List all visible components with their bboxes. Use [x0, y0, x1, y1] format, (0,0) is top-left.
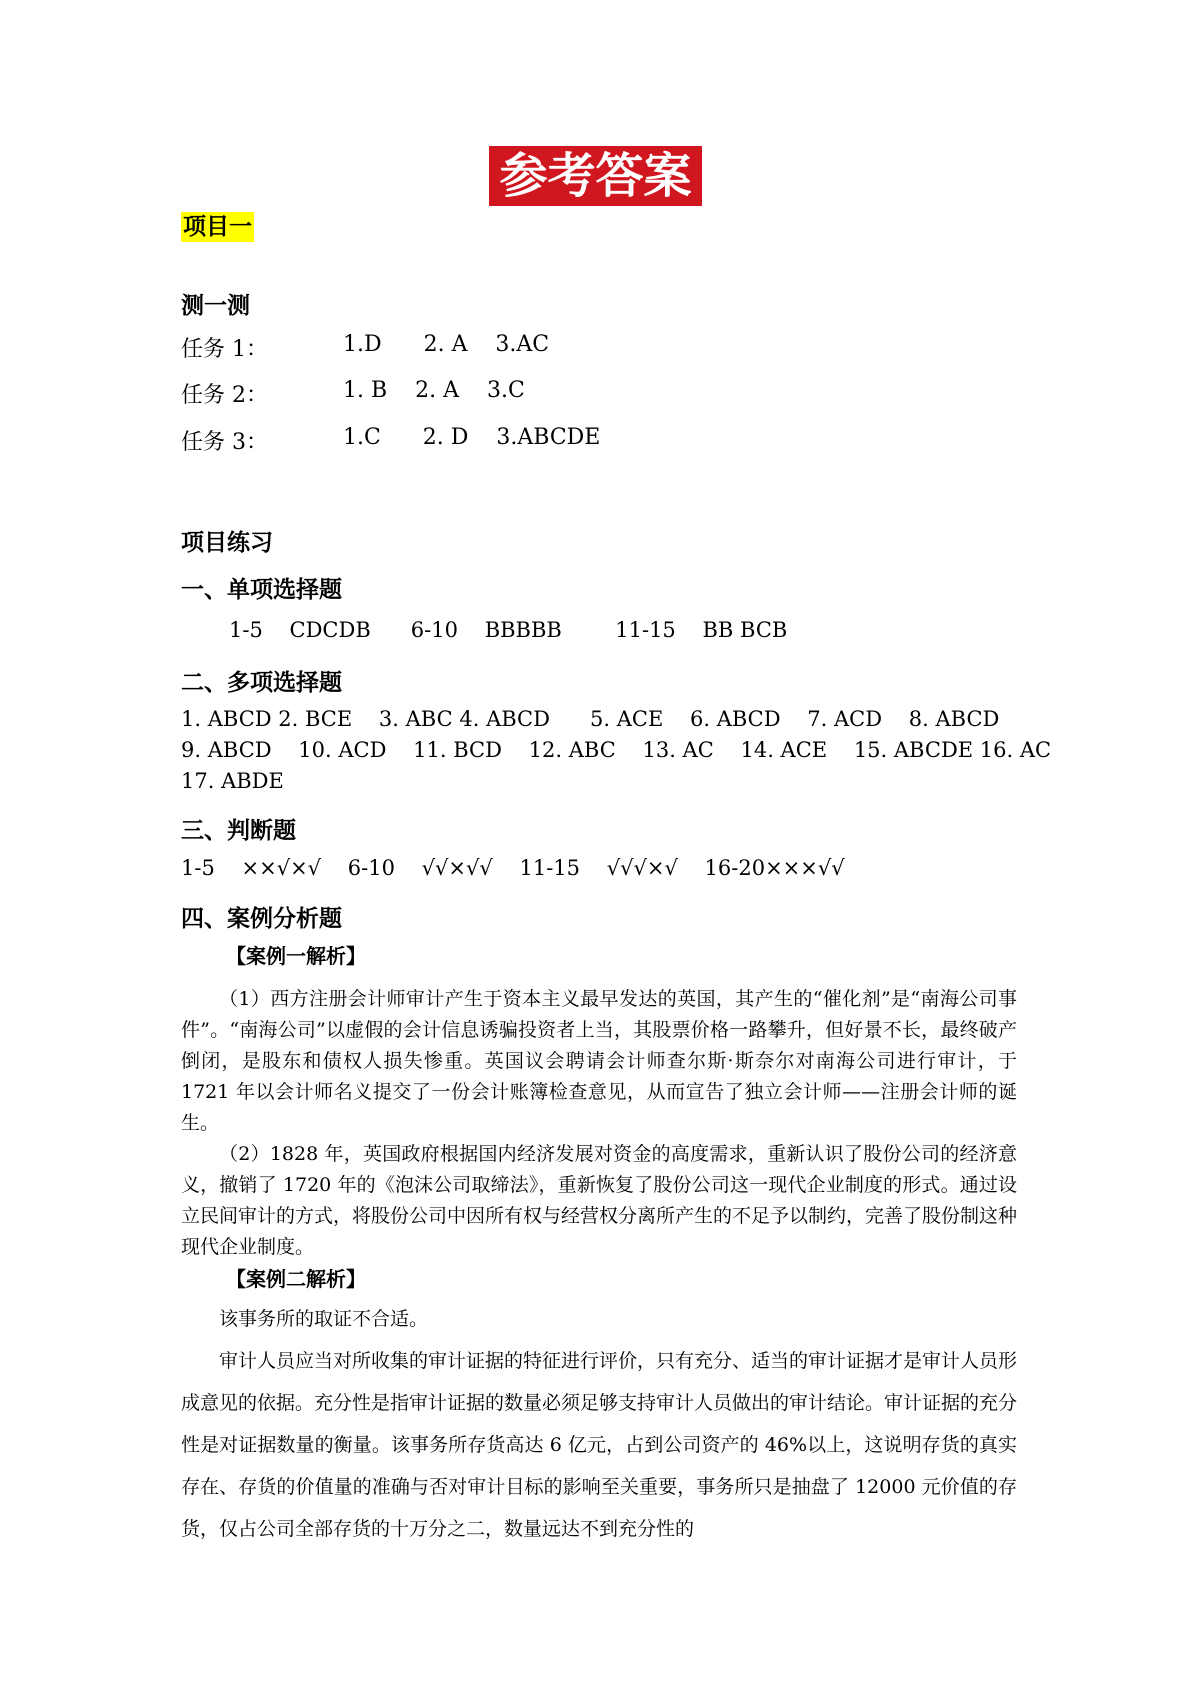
task-1-answers: 1.D 2. A 3.AC: [343, 332, 550, 357]
multi-choice-line-3: 17. ABDE: [181, 769, 284, 793]
task-1-label: 任务 1：: [181, 337, 268, 362]
task-2-label: 任务 2：: [181, 383, 268, 408]
multi-choice-line-1: 1. ABCD 2. BCE 3. ABC 4. ABCD 5. ACE 6. ABCD 7. ACD 8. ABCD: [181, 707, 1000, 731]
multi-choice-line-2: 9. ABCD 10. ACD 11. BCD 12. ABC 13. AC 14. ACE 15. ABCDE 16. AC: [181, 738, 1052, 762]
judge-heading: 三、判断题: [181, 817, 296, 844]
case-heading: 四、案例分析题: [181, 905, 342, 932]
case-2-paragraph: 审计人员应当对所收集的审计证据的特征进行评价，只有充分、适当的审计证据才是审计人员形成意见的依据。充分性是指审计证据的数量必须足够支持审计人员做出的审计结论。审计证据的充分性是对证据数量的衡量。该事务所存货高达 6 亿元，占到公司资产的 46%以上，这说明存货的真实存在、存货的价值量的准确与否对审计目标的影响至关重要，事务所只是抽盘了 12000 元价值的存货，仅占公司全部存货的十万分之二，数量远达不到充分性的: [181, 1350, 1018, 1540]
page-title: [0, 146, 1191, 206]
case-1-paragraph: （2）1828 年，英国政府根据国内经济发展对资金的高度需求，重新认识了股份公司的经济意义，撤销了 1720 年的《泡沫公司取缔法》，重新恢复了股份公司这一现代企业制度的形式。通过设立民间审计的方式，将股份公司中因所有权与经营权分离所产生的不足予以制约，完善了股份制这种现代企业制度。: [181, 1143, 1018, 1258]
page-title-text: 参考答案: [489, 146, 701, 206]
multi-choice-heading: 二、多项选择题: [181, 669, 342, 696]
project-heading: 项目一: [183, 213, 252, 240]
test-heading: 测一测: [181, 292, 250, 319]
case-1-paragraph: （1）西方注册会计师审计产生于资本主义最早发达的英国，其产生的“催化剂”是“南海公司事件”。“南海公司”以虚假的会计信息诱骗投资者上当，其股票价格一路攀升，但好景不长，最终破产倒闭，是股东和债权人损失惨重。英国议会聘请会计师查尔斯·斯奈尔对南海公司进行审计，于 1721 年以会计师名义提交了一份会计账簿检查意见，从而宣告了独立会计师——注册会计师的诞生。: [181, 988, 1017, 1134]
case-1-body: [181, 984, 1017, 1263]
single-choice-answers: 1-5 CDCDB 6-10 BBBBB 11-15 BB BCB: [229, 618, 788, 642]
task-2-answers: 1. B 2. A 3.C: [343, 378, 525, 403]
judge-answers: 1-5 ××√×√ 6-10 √√×√√ 11-15 √√√×√ 16-20×××√√: [181, 856, 845, 880]
case-1-title: 【案例一解析】: [226, 944, 366, 968]
case-2-title: 【案例二解析】: [226, 1267, 366, 1291]
task-3-answers: 1.C 2. D 3.ABCDE: [343, 425, 601, 450]
task-3-label: 任务 3：: [181, 430, 268, 455]
single-choice-heading: 一、单项选择题: [181, 576, 342, 603]
case-2-body: [181, 1298, 1017, 1550]
practice-heading: 项目练习: [181, 529, 273, 556]
case-2-paragraph: 该事务所的取证不合适。: [219, 1308, 429, 1330]
